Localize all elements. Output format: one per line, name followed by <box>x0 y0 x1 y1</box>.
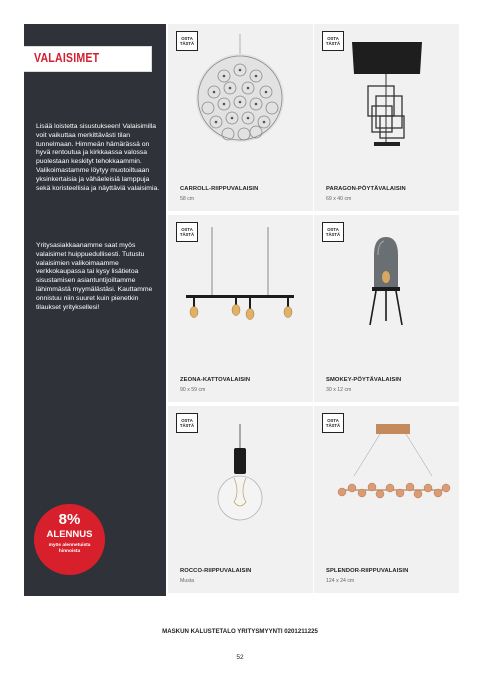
product-card-zeona[interactable] <box>168 215 313 402</box>
discount-percent: 8% <box>58 511 81 528</box>
product-dimensions: Musta <box>180 578 195 584</box>
sidebar-panel <box>24 24 166 596</box>
section-title: VALAISIMET <box>34 51 100 65</box>
product-name: ROCCO-RIIPPUVALAISIN <box>180 568 252 574</box>
discount-sub: myös alennetuista hinnoista <box>48 543 91 554</box>
product-dimensions: 30 x 12 cm <box>326 387 352 393</box>
product-name: ZEONA-KATTOVALAISIN <box>180 377 251 383</box>
product-name: PARAGON-PÖYTÄVALAISIN <box>326 186 406 192</box>
product-dimensions: 90 x 59 cm <box>180 387 206 393</box>
discount-badge <box>34 504 105 575</box>
product-name: SMOKEY-PÖYTÄVALAISIN <box>326 377 402 383</box>
product-dimensions: 124 x 24 cm <box>326 578 355 584</box>
section-title-box <box>24 46 152 72</box>
buy-here-tag[interactable]: OSTA TÄSTÄ <box>176 31 198 51</box>
product-dimensions: 58 cm <box>180 196 195 202</box>
discount-label: ALENNUS <box>46 529 93 540</box>
product-name: SPLENDOR-RIIPPUVALAISIN <box>326 568 409 574</box>
business-paragraph: Yritysasiakkaanamme saat myös valaisimet huippuedullisesti. Tutustu valaisimien valikoimaamme verkkokaupassa tai kysy lisätietoa sisustamisen asiantuntijoiltamme lähimmästä myymälästäsi. Kauttamme onnistuu niin suuret kuin pienetkin tilaukset yrityksellesi! <box>36 242 153 311</box>
buy-here-tag[interactable]: OSTA TÄSTÄ <box>176 413 198 433</box>
buy-here-tag[interactable]: OSTA TÄSTÄ <box>322 31 344 51</box>
product-name: CARROLL-RIIPPUVALAISIN <box>180 186 259 192</box>
product-dimensions: 69 x 40 cm <box>326 196 352 202</box>
product-card-smokey[interactable] <box>314 215 459 402</box>
footer-contact: MASKUN KALUSTETALO YRITYSMYYNTI 0201211225 <box>162 628 318 635</box>
product-card-rocco[interactable] <box>168 406 313 593</box>
product-card-carroll[interactable] <box>168 24 313 211</box>
buy-here-tag[interactable]: OSTA TÄSTÄ <box>322 413 344 433</box>
page-number: 52 <box>236 654 244 661</box>
product-card-splendor[interactable] <box>314 406 459 593</box>
buy-here-tag[interactable]: OSTA TÄSTÄ <box>176 222 198 242</box>
buy-here-tag[interactable]: OSTA TÄSTÄ <box>322 222 344 242</box>
intro-paragraph: Lisää loistetta sisustukseen! Valaisimilla voit vaikuttaa merkittävästi tilan tunnelmaan. Himmeän hämärässä on hyvä rentoutua ja kirkkaassa valossa puolestaan keskityt tehokkaammin. Valikoimastamme löytyy muotoiltuaan yksinkertaisia ja vähäeleisiä lamppuja sekä koristeellisia ja näyttäviä valaisimia. <box>36 123 160 192</box>
product-card-paragon[interactable] <box>314 24 459 211</box>
